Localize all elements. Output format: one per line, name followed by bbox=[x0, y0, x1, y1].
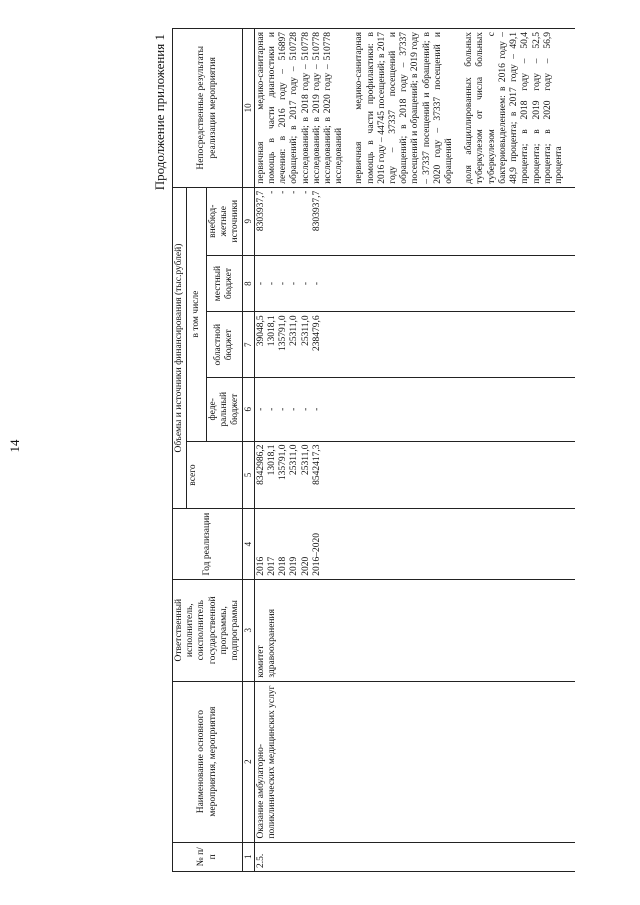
total-cell: 135791,0 bbox=[278, 444, 289, 481]
header-total: всего bbox=[187, 441, 243, 509]
local-cell: - bbox=[255, 281, 266, 286]
total-cell: 13018,1 bbox=[267, 444, 278, 476]
total-cell: 8342986,2 bbox=[255, 444, 266, 485]
total-cell: 25311,0 bbox=[300, 444, 311, 476]
header-federal: феде-ральный бюджет bbox=[206, 378, 243, 441]
header-including: в том числе bbox=[187, 187, 206, 441]
extra-cell: - bbox=[267, 190, 278, 194]
year-cell: 2020 bbox=[300, 556, 311, 576]
row-federal bbox=[254, 378, 575, 441]
header-funding: Объемы и источники финансирования (тыс.рублей) bbox=[173, 187, 187, 509]
column-number: 3 bbox=[243, 579, 255, 681]
row-results bbox=[254, 29, 575, 188]
header-name: Наименование основного мероприятия, мероприятия bbox=[173, 681, 243, 842]
row-total bbox=[254, 441, 575, 509]
federal-cell: - bbox=[255, 407, 266, 411]
row-extra bbox=[254, 187, 575, 255]
header-year: Год реализации bbox=[173, 509, 243, 579]
federal-cell: - bbox=[267, 407, 278, 411]
column-number: 5 bbox=[243, 441, 255, 509]
result-block-prevention: первичная медико-санитарная помощь в части профилактики: в 2016 году – 44745 посещений; в 2017 году – 37337 посещений и обращений; в 2018 году – 37337 посещений и обращений; в 2019 году – 37337 посещений и обращений; в 2020 году – 37337 посещений и обращений bbox=[354, 32, 455, 184]
federal-cell: - bbox=[311, 407, 322, 411]
extra-cell: - bbox=[278, 190, 289, 194]
column-number: 2 bbox=[243, 681, 255, 842]
regional-cell: 135791,0 bbox=[278, 315, 289, 351]
table-row bbox=[254, 29, 575, 872]
column-number: 9 bbox=[243, 187, 255, 255]
header-executor: Ответственный исполнитель, соисполнитель государственной программы, подпрограммы bbox=[173, 579, 243, 681]
column-number: 6 bbox=[243, 378, 255, 441]
header-num: № п/п bbox=[173, 842, 243, 871]
local-cell: - bbox=[300, 281, 311, 286]
federal-cell: - bbox=[300, 407, 311, 411]
regional-cell: 25311,0 bbox=[300, 315, 311, 346]
column-number: 8 bbox=[243, 255, 255, 312]
year-cell: 2019 bbox=[289, 556, 300, 576]
local-cell: - bbox=[289, 281, 300, 286]
header-local: местный бюджет bbox=[206, 255, 243, 312]
extra-cell: - bbox=[300, 190, 311, 194]
federal-cell: - bbox=[289, 407, 300, 411]
appendix-caption: Продолжение приложения 1 bbox=[152, 34, 167, 191]
extra-cell: 8303937,7 bbox=[311, 190, 322, 232]
year-cell: 2017 bbox=[267, 556, 278, 576]
column-number: 7 bbox=[243, 312, 255, 378]
column-number: 10 bbox=[243, 29, 255, 188]
column-number: 4 bbox=[243, 509, 255, 579]
local-cell: - bbox=[278, 281, 289, 286]
extra-cell: 8303937,7 bbox=[255, 190, 266, 232]
row-executor: комитет здравоохранения bbox=[254, 579, 575, 681]
extra-cell: - bbox=[289, 190, 300, 194]
rotated-page-content bbox=[150, 16, 630, 878]
result-block-treatment: первичная медико-санитарная помощь в части диагностики и лечения: в 2016 году – 516897 обращений; в 2017 году – 510728 исследований; в 2018 году – 510778 исследований; в 2019 году – 510778 исследований; в 2020 году – 510778 исследований bbox=[255, 32, 345, 184]
page-number: 14 bbox=[7, 439, 22, 453]
row-num: 2.5. bbox=[254, 842, 575, 871]
header-result: Непосредственные результаты реализации мероприятия bbox=[173, 29, 243, 188]
year-cell: 2016 bbox=[255, 556, 266, 576]
row-years bbox=[254, 509, 575, 579]
column-number: 1 bbox=[243, 842, 255, 871]
year-cell: 2016–2020 bbox=[311, 532, 322, 576]
result-block-tuberculosis: доля абациллированных больных туберкулезом от числа больных туберкулезом с бактериовыделением: в 2016 году – 48,9 процента; в 2017 году – 49,1 процента; в 2018 году – 50,4 процента; в 2019 году – 52,5 процента; в 2020 году – 56,9 процента bbox=[464, 32, 564, 184]
regional-cell: 13018,1 bbox=[267, 315, 278, 347]
column-number-row bbox=[243, 29, 255, 872]
total-cell: 25311,0 bbox=[289, 444, 300, 476]
regional-cell: 25311,0 bbox=[289, 315, 300, 346]
year-cell: 2018 bbox=[278, 556, 289, 576]
row-regional bbox=[254, 312, 575, 378]
local-cell: - bbox=[311, 281, 322, 286]
header-row-1 bbox=[173, 29, 187, 872]
federal-cell: - bbox=[278, 407, 289, 411]
row-local bbox=[254, 255, 575, 312]
regional-cell: 238479,6 bbox=[311, 315, 322, 351]
row-name: Оказание амбулаторно-поликлинических медицинских услуг bbox=[254, 681, 575, 842]
total-cell: 8542417,3 bbox=[311, 444, 322, 485]
header-regional: областной бюджет bbox=[206, 312, 243, 378]
data-table bbox=[172, 28, 575, 872]
local-cell: - bbox=[267, 281, 278, 286]
header-extra: внебюд-жетные источники bbox=[206, 187, 243, 255]
regional-cell: 39048,5 bbox=[255, 315, 266, 347]
